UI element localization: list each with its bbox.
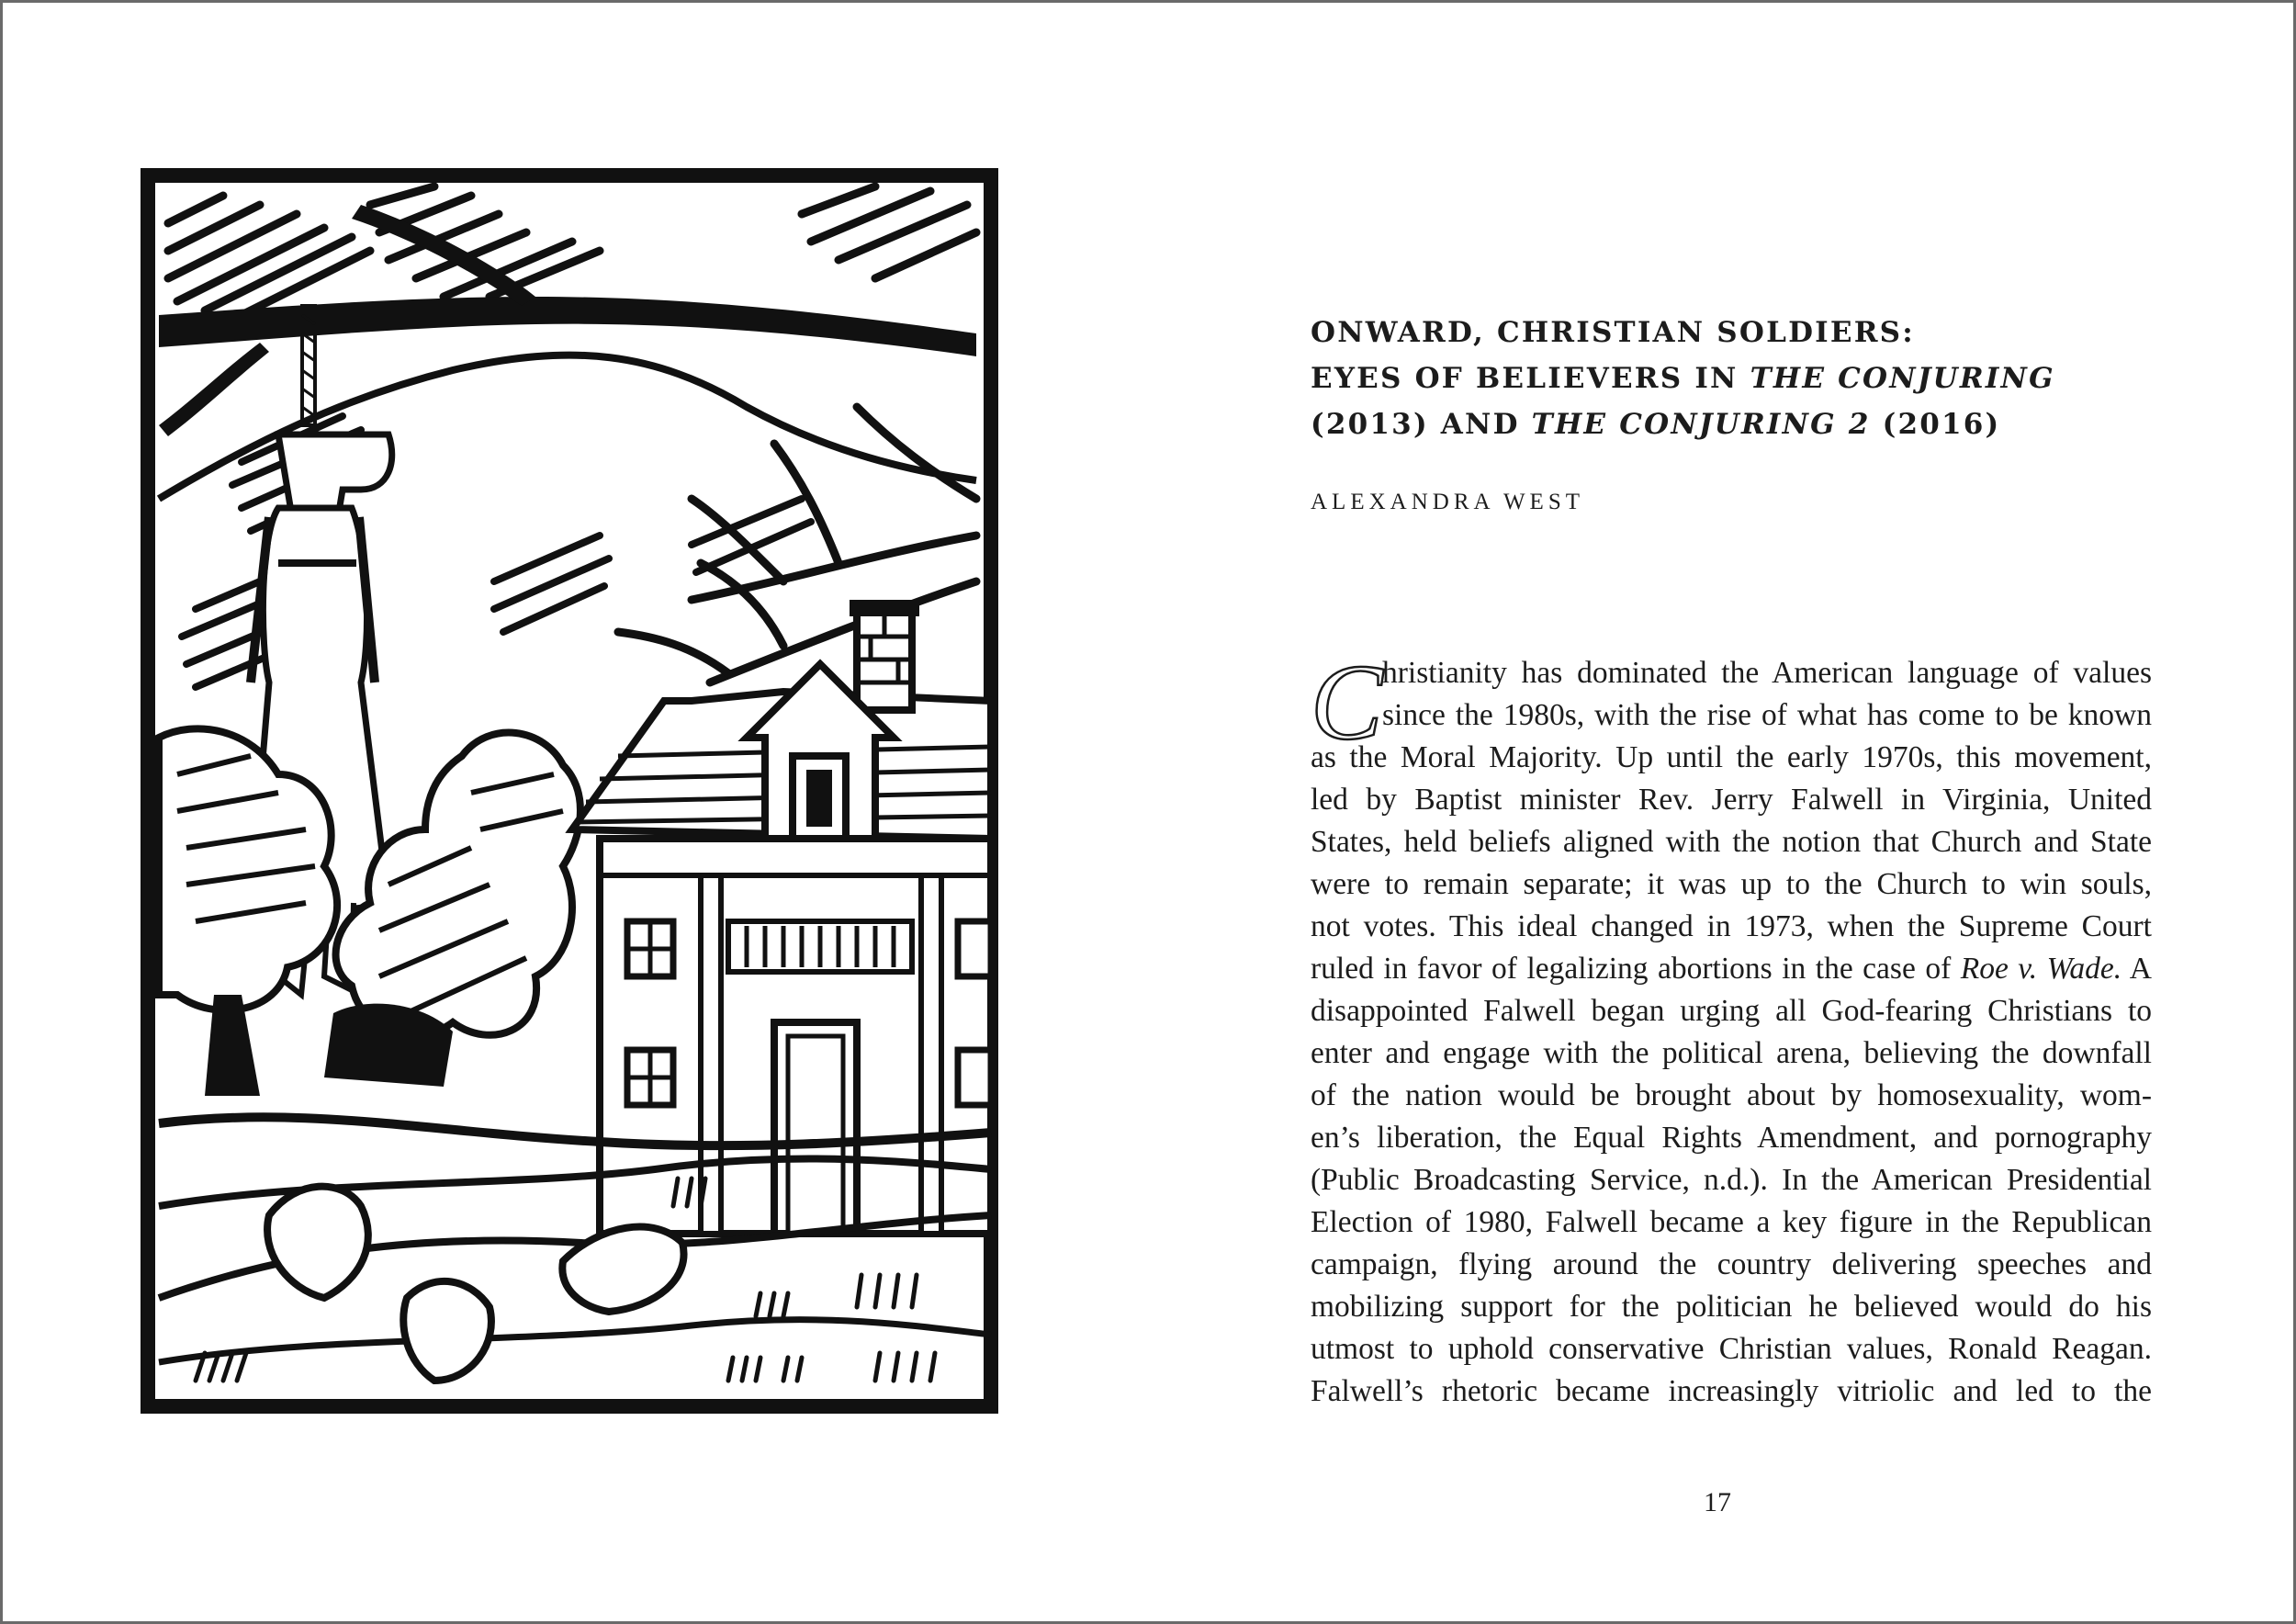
body-line: (Public Broadcasting Service, n.d.). In the American Presidential [1311, 1163, 2152, 1197]
body-line-8-prefix: ruled in favor of legalizing abortions in the case of [1311, 952, 1961, 986]
chapter-title-line-3-suffix: (2016) [1870, 408, 2001, 441]
body-line: campaign, flying around the country delivering speeches and [1311, 1247, 2152, 1281]
text-page [1311, 3, 2155, 1624]
body-line: mobilizing support for the politician he believed would do his [1311, 1290, 2152, 1324]
page-number: 17 [1704, 1487, 1731, 1517]
author-name: ALEXANDRA WEST [1311, 490, 1585, 514]
body-line: hristianity has dominated the American language of values [1382, 656, 2152, 690]
drop-cap: C [1311, 642, 1383, 762]
body-line: since the 1980s, with the rise of what has come to be known [1382, 698, 2152, 732]
body-line: disappointed Falwell began urging all God-fearing Christians to [1311, 994, 2152, 1028]
body-line [1311, 948, 2152, 990]
chapter-title-line-2 [1311, 355, 2155, 401]
body-line: utmost to uphold conservative Christian values, Ronald Reagan. [1311, 1332, 2152, 1366]
body-line-8-suffix: A [2122, 952, 2152, 986]
chapter-title [1311, 310, 2155, 447]
body-line: were to remain separate; it was up to the Church to win souls, [1311, 867, 2152, 901]
chapter-title-line-3 [1311, 401, 2155, 447]
body-line: en’s liberation, the Equal Rights Amendment, and pornography [1311, 1121, 2152, 1155]
body-line: of the nation would be brought about by homosexuality, wom- [1311, 1078, 2152, 1112]
case-name-roe-v-wade: Roe v. Wade. [1960, 952, 2122, 986]
body-line: as the Moral Majority. Up until the early 1970s, this movement, [1311, 740, 2152, 774]
body-line: Election of 1980, Falwell became a key figure in the Republican [1311, 1205, 2152, 1239]
film-title-the-conjuring-2: THE CONJURING 2 [1531, 408, 1871, 441]
chapter-title-line-1: ONWARD, CHRISTIAN SOLDIERS: [1311, 316, 1915, 349]
body-paragraph [1311, 642, 2152, 1413]
body-line: Falwell’s rhetoric became increasingly vitriolic and led to the [1311, 1374, 2152, 1408]
woodcut-illustration [141, 168, 998, 1414]
film-title-the-conjuring: THE CONJURING [1750, 362, 2055, 395]
body-line: led by Baptist minister Rev. Jerry Falwell in Virginia, United [1311, 783, 2152, 817]
body-line: enter and engage with the political arena, believing the downfall [1311, 1036, 2152, 1070]
body-line: States, held beliefs aligned with the notion that Church and State [1311, 825, 2152, 859]
body-line: not votes. This ideal changed in 1973, when the Supreme Court [1311, 909, 2152, 943]
chapter-title-line-2-prefix: EYES OF BELIEVERS IN [1311, 362, 1750, 395]
chapter-title-line-3-prefix: (2013) AND [1311, 408, 1532, 441]
